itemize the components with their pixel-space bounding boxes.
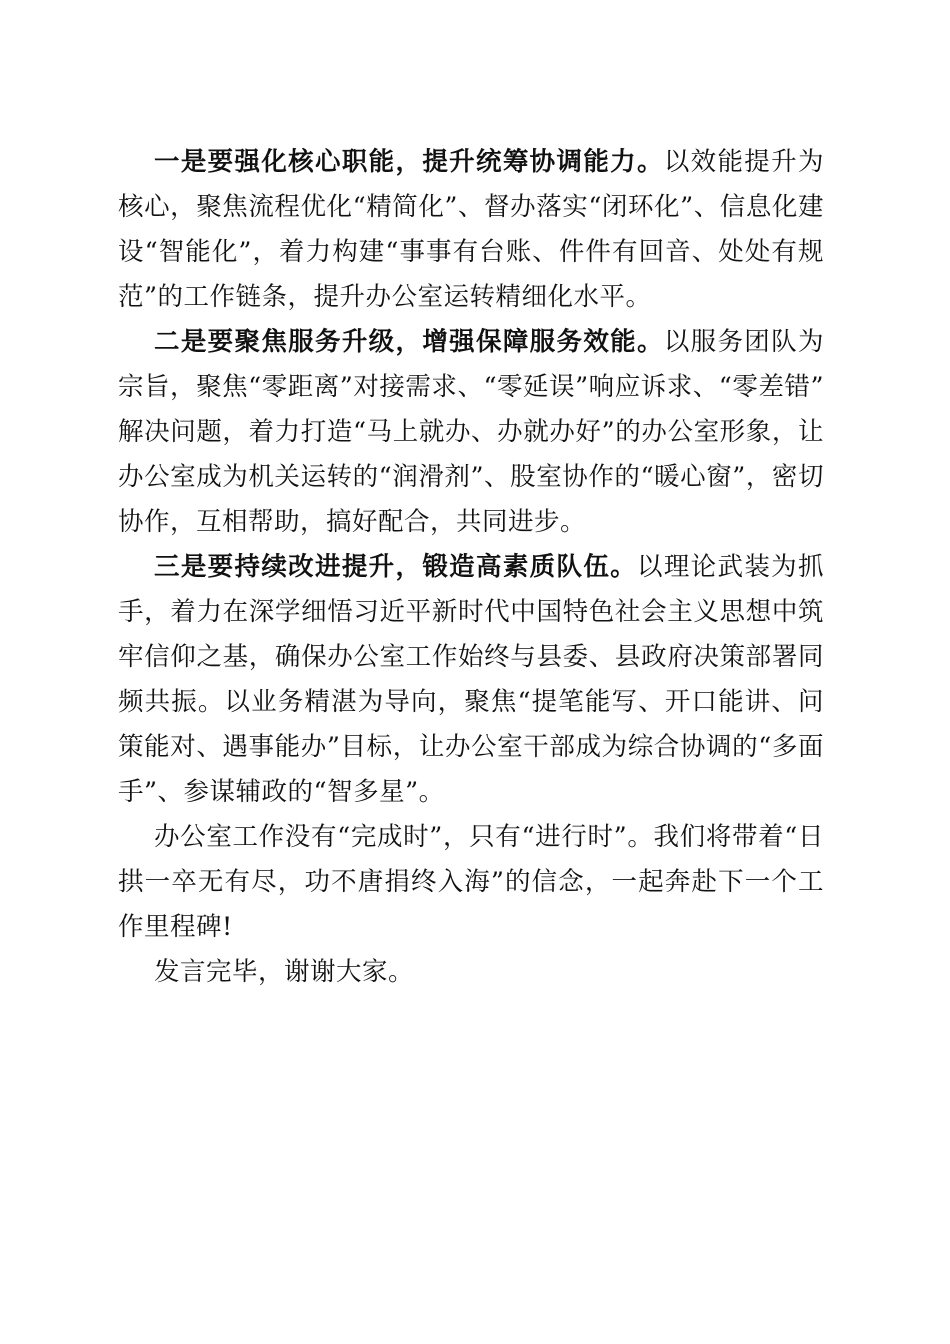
paragraph-service-upgrade — [118, 320, 824, 545]
paragraph-text: 办公室工作没有“完成时”，只有“进行时”。我们将带着“日拱一卒无有尽，功不唐捐终入海”的信念，一起奔赴下一个工作里程碑! — [118, 822, 824, 942]
paragraph-text: 以服务团队为宗旨，聚焦“零距离”对接需求、“零延误”响应诉求、“零差错” 解决问题，着力打造“马上就办、办就办好”的办公室形象，让办公室成为机关运转的“润滑剂”、股室协作的“暖心窗”，密切协作，互相帮助，搞好配合，共同进步。 — [118, 327, 824, 537]
paragraph-lead: 三是要持续改进提升，锻造高素质队伍。 — [154, 552, 637, 582]
paragraph-text: 发言完毕，谢谢大家。 — [154, 957, 415, 987]
paragraph-core-functions — [118, 140, 824, 320]
paragraph-lead: 二是要聚焦服务升级，增强保障服务效能。 — [154, 327, 664, 357]
paragraph-text: 以理论武装为抓手，着力在深学细悟习近平新时代中国特色社会主义思想中筑牢信仰之基，确保办公室工作始终与县委、县政府决策部署同频共振。以业务精湛为导向，聚焦“提笔能写、开口能讲、问策能对、遇事能办”目标，让办公室干部成为综合协调的“多面手”、参谋辅政的“智多星”。 — [118, 552, 824, 807]
paragraph-team-building — [118, 545, 824, 815]
paragraph-thanks — [118, 950, 824, 995]
paragraph-lead: 一是要强化核心职能，提升统筹协调能力。 — [154, 147, 664, 177]
paragraph-closing-statement — [118, 815, 824, 950]
document-page — [118, 140, 824, 995]
paragraph-text: 以效能提升为核心，聚焦流程优化“精简化”、督办落实“闭环化”、信息化建设“智能化”，着力构建“事事有台账、件件有回音、处处有规范”的工作链条，提升办公室运转精细化水平。 — [118, 147, 824, 312]
